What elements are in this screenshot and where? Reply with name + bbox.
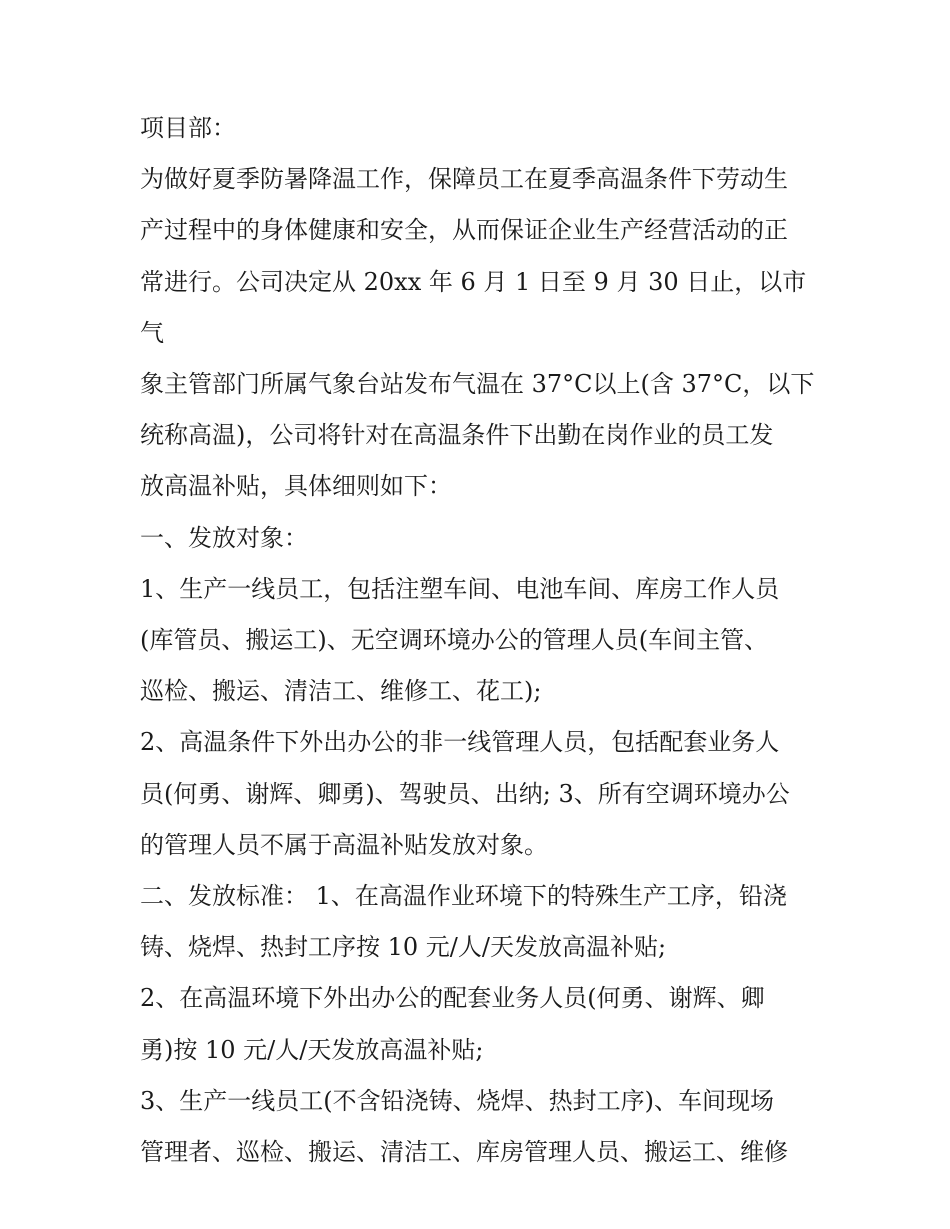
standard-item-3: 3、生产一线员工(不含铅浇铸、烧焊、热封工序)、车间现场 管理者、巡检、搬运、清洁工、库房管理人员、搬运工、维修 xyxy=(140,1086,788,1167)
recipients-item-2: 2、高温条件下外出办公的非一线管理人员，包括配套业务人 员(何勇、谢辉、卿勇)、驾驶员、出纳; 3、所有空调环境办公 的管理人员不属于高温补贴发放对象。 xyxy=(140,728,790,859)
document-body xyxy=(140,103,820,1178)
recipients-item-1: 1、生产一线员工，包括注塑车间、电池车间、库房工作人员 (库管员、搬运工)、无空调环境办公的管理人员(车间主管、 巡检、搬运、清洁工、维修工、花工); xyxy=(140,574,780,706)
standard-item-1: 二、发放标准： 1、在高温作业环境下的特殊生产工序，铅浇 铸、烧焊、热封工序按 10 元/人/天发放高温补贴; xyxy=(140,882,787,962)
salutation: 项目部： xyxy=(140,114,236,142)
intro-paragraph: 为做好夏季防暑降温工作，保障员工在夏季高温条件下劳动生 产过程中的身体健康和安全，从而保证企业生产经营活动的正 常进行。公司决定从 20xx 年 6 月 1 日至 9 月 30 日止，以市气 象主管部门所属气象台站发布气温在 37°C以上(含 37°C，以下 统称高温)，公司将针对在高温条件下出勤在岗作业的员工发 放高温补贴，具体细则如下： xyxy=(140,165,815,501)
standard-item-2: 2、在高温环境下外出办公的配套业务人员(何勇、谢辉、卿 勇)按 10 元/人/天发放高温补贴; xyxy=(140,984,765,1064)
section-heading-recipients: 一、发放对象： xyxy=(140,523,308,552)
